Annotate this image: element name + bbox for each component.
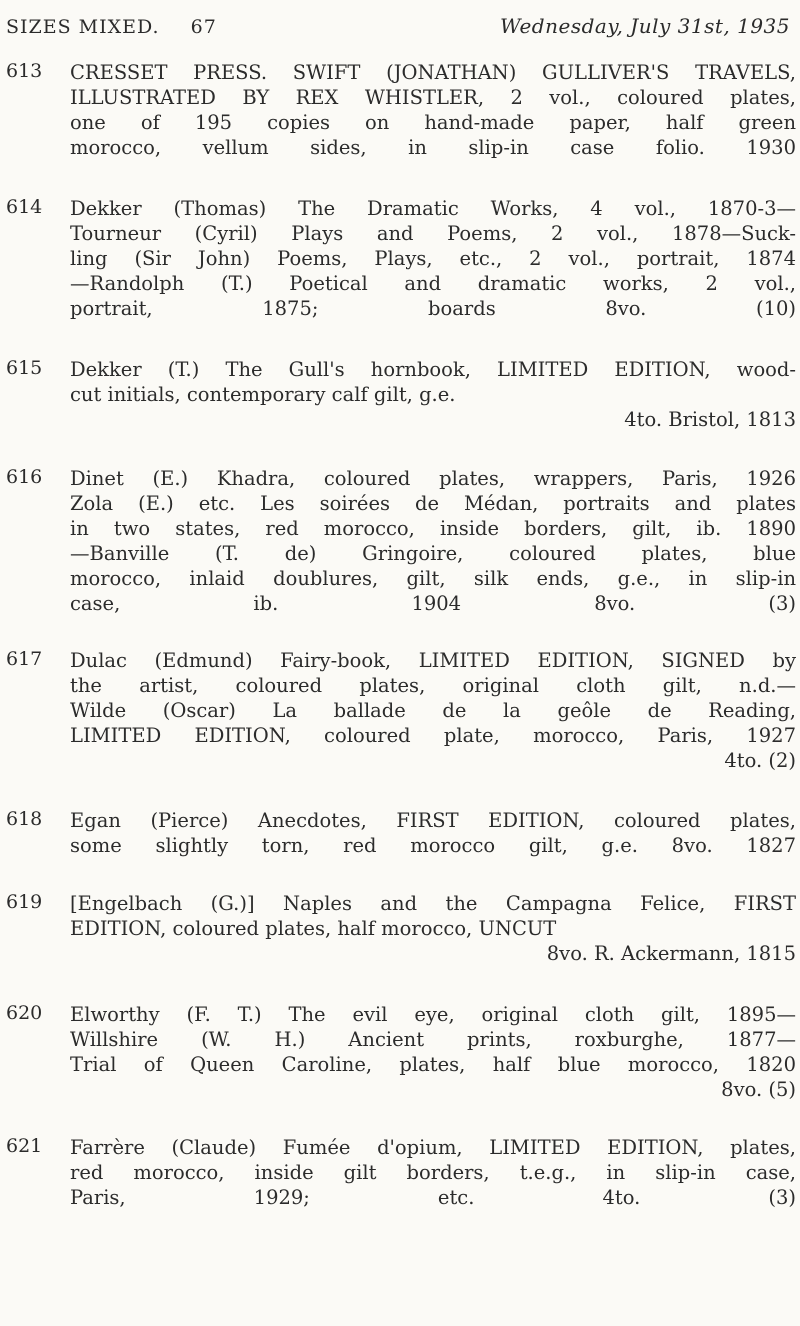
lot-line: Dulac (Edmund) Fairy-book, LIMITED EDITION, SIGNED by [70,649,796,672]
lot-entry [6,808,796,858]
header-section: SIZES MIXED. [6,16,160,38]
lot-line: —Banville (T. de) Gringoire, coloured plates, blue [70,542,796,565]
lot-line: EDITION, coloured plates, half morocco, UNCUT [70,917,557,940]
lot-line: Elworthy (F. T.) The evil eye, original cloth gilt, 1895— [70,1003,796,1026]
lot-entry [6,357,796,432]
lot-line: red morocco, inside gilt borders, t.e.g., in slip-in case, [70,1161,796,1184]
lot-line: CRESSET PRESS. SWIFT (JONATHAN) GULLIVER'S TRAVELS, [70,61,796,84]
lot-line: in two states, red morocco, inside borders, gilt, ib. 1890 [70,517,796,540]
lot-entry [6,1002,796,1102]
lot-number: 620 [6,1002,43,1024]
lot-line: 8vo. (5) [721,1078,796,1101]
lot-line: 4to. (2) [724,749,796,772]
lot-line: case, ib. 1904 8vo. (3) [70,592,796,615]
lot-line: Zola (E.) etc. Les soirées de Médan, portraits and plates [70,492,796,515]
lot-line: one of 195 copies on hand-made paper, half green [70,111,796,134]
lot-number: 616 [6,466,43,488]
lot-description [70,1002,796,1102]
lot-line: Willshire (W. H.) Ancient prints, roxburghe, 1877— [70,1028,796,1051]
lot-line: 8vo. R. Ackermann, 1815 [546,942,796,965]
lot-line: LIMITED EDITION, coloured plate, morocco, Paris, 1927 [70,724,796,747]
lot-line: —Randolph (T.) Poetical and dramatic works, 2 vol., [70,272,796,295]
lot-number: 613 [6,60,43,82]
lot-entry [6,1135,796,1210]
lot-line: Dekker (T.) The Gull's hornbook, LIMITED EDITION, wood- [70,358,796,381]
sale-date: Wednesday, July 31st, 1935 [500,14,790,38]
lot-description [70,648,796,773]
lot-entry [6,648,796,773]
lot-entry [6,196,796,321]
lot-line: Egan (Pierce) Anecdotes, FIRST EDITION, coloured plates, [70,809,796,832]
lot-description [70,891,796,966]
page-number: 67 [190,16,217,38]
lot-number: 615 [6,357,43,379]
lot-number: 617 [6,648,43,670]
lot-number: 619 [6,891,43,913]
lot-description [70,1135,796,1210]
lot-line: Farrère (Claude) Fumée d'opium, LIMITED EDITION, plates, [70,1136,796,1159]
lot-line: Wilde (Oscar) La ballade de la geôle de Reading, [70,699,796,722]
lot-line: morocco, inlaid doublures, gilt, silk ends, g.e., in slip-in [70,567,796,590]
lot-number: 621 [6,1135,43,1157]
lot-line: cut initials, contemporary calf gilt, g.e. [70,383,456,406]
lot-number: 614 [6,196,43,218]
lot-line: Dekker (Thomas) The Dramatic Works, 4 vol., 1870-3— [70,197,796,220]
page-header [6,14,790,38]
lot-description [70,196,796,321]
lot-entry [6,466,796,616]
lot-line: morocco, vellum sides, in slip-in case folio. 1930 [70,136,796,159]
lot-line: ILLUSTRATED BY REX WHISTLER, 2 vol., coloured plates, [70,86,796,109]
lot-line: portrait, 1875; boards 8vo. (10) [70,297,796,320]
lot-line: 4to. Bristol, 1813 [624,408,796,431]
lot-line: Trial of Queen Caroline, plates, half blue morocco, 1820 [70,1053,796,1076]
lot-number: 618 [6,808,43,830]
lot-line: Tourneur (Cyril) Plays and Poems, 2 vol., 1878—Suck- [70,222,796,245]
lot-line: some slightly torn, red morocco gilt, g.e. 8vo. 1827 [70,834,796,857]
lot-line: Dinet (E.) Khadra, coloured plates, wrappers, Paris, 1926 [70,467,796,490]
lot-description [70,466,796,616]
lot-entry [6,891,796,966]
lot-description [70,357,796,432]
lot-line: the artist, coloured plates, original cloth gilt, n.d.— [70,674,796,697]
lot-description [70,60,796,160]
lot-description [70,808,796,858]
lot-line: ling (Sir John) Poems, Plays, etc., 2 vol., portrait, 1874 [70,247,796,270]
lot-line: [Engelbach (G.)] Naples and the Campagna Felice, FIRST [70,892,796,915]
lot-entry [6,60,796,160]
lot-line: Paris, 1929; etc. 4to. (3) [70,1186,796,1209]
